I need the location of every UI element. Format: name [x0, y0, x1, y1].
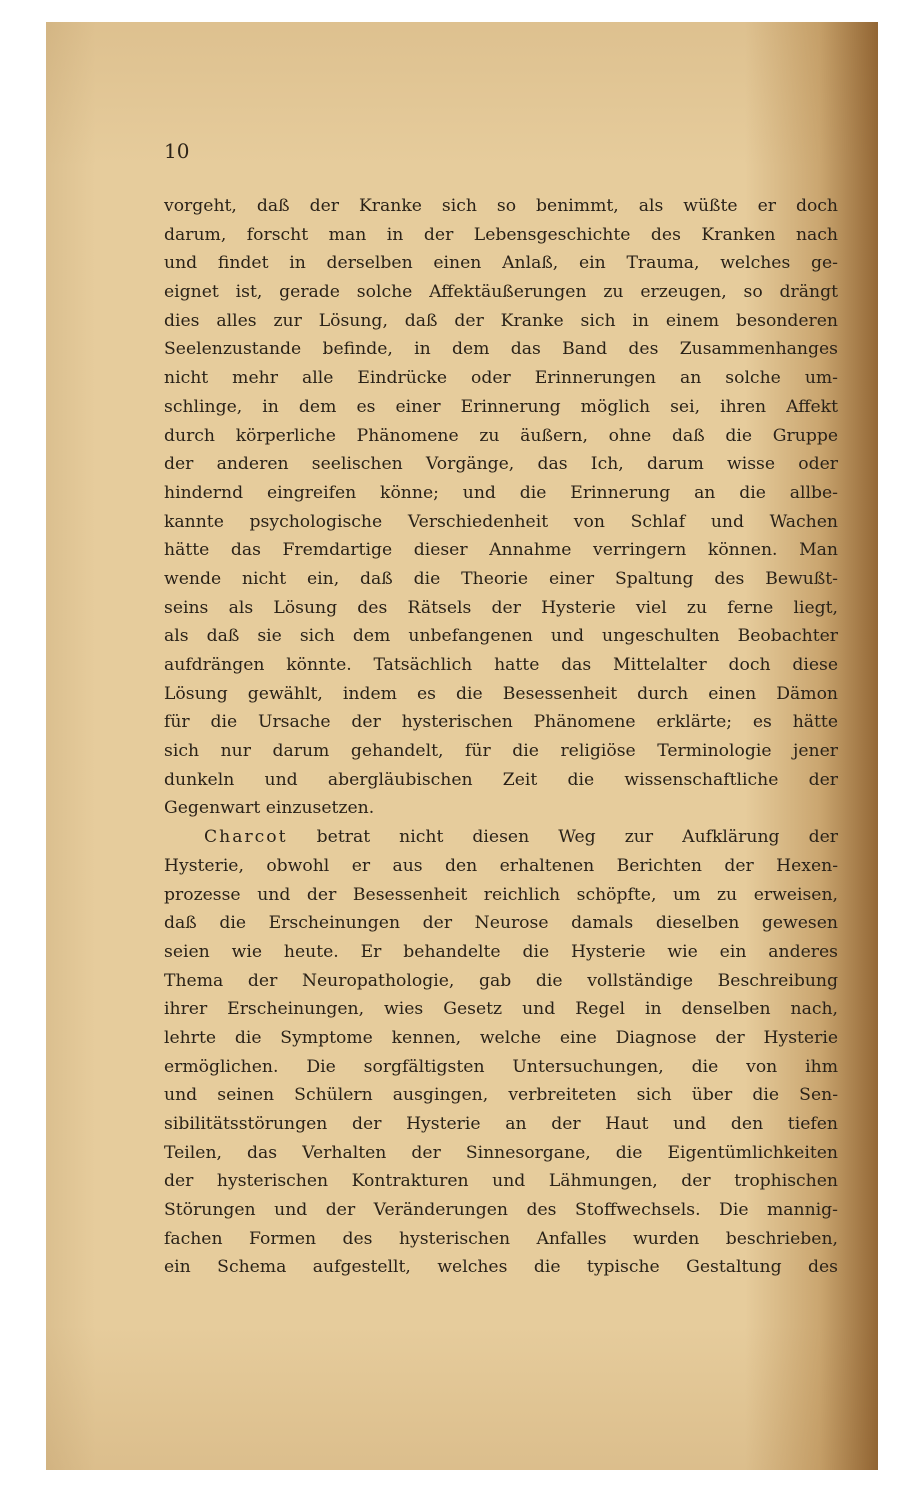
text-line: Lösung gewählt, indem es die Besessenheit durch einen Dämon	[164, 683, 838, 704]
text-line: Thema der Neuropathologie, gab die vollständige Beschreibung	[164, 970, 838, 991]
text-line: Hysterie, obwohl er aus den erhaltenen Berichten der Hexen-	[164, 855, 838, 876]
text-line: schlinge, in dem es einer Erinnerung möglich sei, ihren Affekt	[164, 396, 838, 417]
text-line: dunkeln und abergläubischen Zeit die wissenschaftliche der	[164, 769, 838, 790]
text-line: prozesse und der Besessenheit reichlich schöpfte, um zu erweisen,	[164, 884, 838, 905]
text-line: seins als Lösung des Rätsels der Hysterie viel zu ferne liegt,	[164, 597, 838, 618]
text-line: hindernd eingreifen könne; und die Erinnerung an die allbe-	[164, 482, 838, 503]
text-line: und findet in derselben einen Anlaß, ein Trauma, welches ge-	[164, 253, 838, 274]
text-line: wende nicht ein, daß die Theorie einer Spaltung des Bewußt-	[164, 568, 838, 589]
text-line: Störungen und der Veränderungen des Stoffwechsels. Die mannig-	[164, 1200, 838, 1221]
body-text	[164, 192, 838, 1282]
text-line: und seinen Schülern ausgingen, verbreiteten sich über die Sen-	[164, 1085, 838, 1106]
text-line: seien wie heute. Er behandelte die Hysterie wie ein anderes	[164, 941, 838, 962]
text-line: eignet ist, gerade solche Affektäußerungen zu erzeugen, so drängt	[164, 282, 838, 303]
text-line: fachen Formen des hysterischen Anfalles wurden beschrieben,	[164, 1228, 838, 1249]
text-line: lehrte die Symptome kennen, welche eine Diagnose der Hysterie	[164, 1027, 838, 1048]
text-line: ein Schema aufgestellt, welches die typische Gestaltung des	[164, 1257, 838, 1278]
text-line: aufdrängen könnte. Tatsächlich hatte das Mittelalter doch diese	[164, 655, 838, 675]
text-line: für die Ursache der hysterischen Phänomene erklärte; es hätte	[164, 712, 838, 733]
first-line-rest: betrat nicht diesen Weg zur Aufklärung der	[316, 827, 838, 848]
text-line: vorgeht, daß der Kranke sich so benimmt, als wüßte er doch	[164, 196, 838, 216]
text-line: sibilitätsstörungen der Hysterie an der Haut und den tiefen	[164, 1114, 838, 1134]
text-line: nicht mehr alle Eindrücke oder Erinnerungen an solche um-	[164, 368, 838, 389]
text-line: dies alles zur Lösung, daß der Kranke sich in einem besonderen	[164, 310, 838, 331]
book-page	[46, 22, 878, 1470]
charcot-name: Charcot	[204, 827, 288, 848]
text-line: als daß sie sich dem unbefangenen und ungeschulten Beobachter	[164, 626, 838, 647]
text-line: durch körperliche Phänomene zu äußern, ohne daß die Gruppe	[164, 425, 838, 446]
page-number: 10	[164, 139, 190, 163]
text-line: Gegenwart einzusetzen.	[164, 798, 375, 819]
text-line: sich nur darum gehandelt, für die religiöse Terminologie jener	[164, 741, 838, 762]
text-line: daß die Erscheinungen der Neurose damals dieselben gewesen	[164, 913, 838, 934]
text-line: kannte psychologische Verschiedenheit von Schlaf und Wachen	[164, 511, 838, 532]
text-line: der anderen seelischen Vorgänge, das Ich, darum wisse oder	[164, 454, 838, 475]
text-line: hätte das Fremdartige dieser Annahme verringern können. Man	[164, 540, 838, 561]
text-line: ermöglichen. Die sorgfältigsten Untersuchungen, die von ihm	[164, 1056, 838, 1077]
text-line: Seelenzustande befinde, in dem das Band des Zusammenhanges	[164, 339, 838, 360]
text-line: der hysterischen Kontrakturen und Lähmungen, der trophischen	[164, 1171, 838, 1192]
paragraph-start-line	[164, 823, 838, 852]
text-line: ihrer Erscheinungen, wies Gesetz und Regel in denselben nach,	[164, 999, 838, 1020]
text-line: Teilen, das Verhalten der Sinnesorgane, die Eigentümlichkeiten	[164, 1142, 838, 1163]
text-line: darum, forscht man in der Lebensgeschichte des Kranken nach	[164, 224, 838, 245]
